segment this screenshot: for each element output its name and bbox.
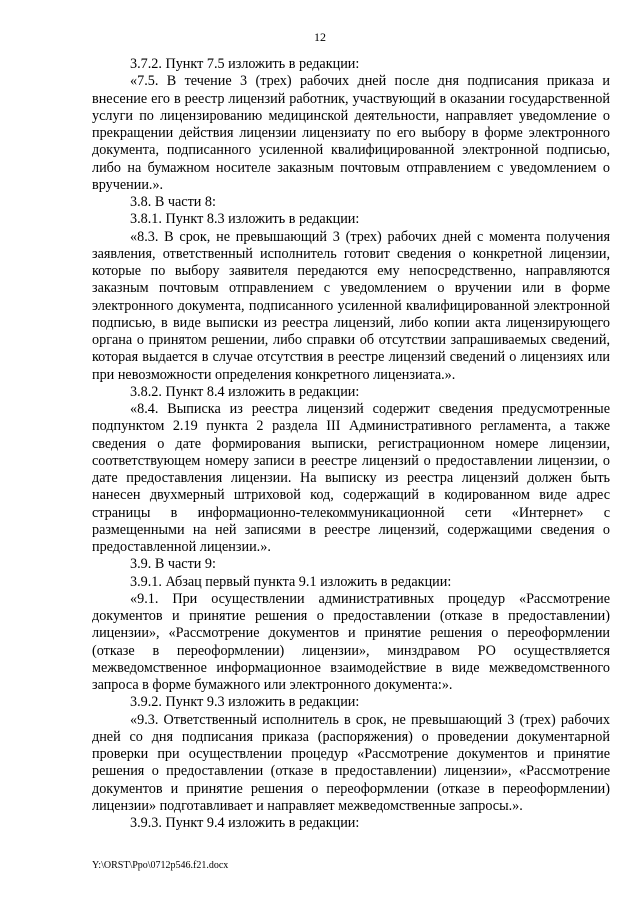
document-body xyxy=(92,56,610,832)
footer-file-path: Y:\ORST\Ppo\0712p546.f21.docx xyxy=(92,860,229,871)
paragraph-3-8: 3.8. В части 8: xyxy=(130,194,216,210)
paragraph-3-9-1: 3.9.1. Абзац первый пункта 9.1 изложить в редакции: xyxy=(130,573,452,590)
paragraph-3-9-2: 3.9.2. Пункт 9.3 изложить в редакции: xyxy=(130,694,360,711)
paragraph-3-9-3: 3.9.3. Пункт 9.4 изложить в редакции: xyxy=(130,815,360,831)
paragraph-8-3: «8.3. В срок, не превышающий 3 (трех) рабочих дней с момента получения заявления, ответственный исполнитель готовит сведения о конкретной лицензии, которые по выбору заявителя передаются ему непосредственно, направляются заказным почтовым отправлением с уведомлением о вручении или в форме электронного документа, подписанного усиленной квалифицированной электронной подписью, в виде выписки из реестра лицензий, либо копии акта лицензирующего органа о принятом решении, либо справки об отсутствии запрашиваемых сведений, которая выдается в случае отсутствия в реестре лицензий сведений о лицензиях или при невозможности определения конкретного лицензиата.». xyxy=(92,228,610,383)
paragraph-9-3: «9.3. Ответственный исполнитель в срок, не превышающий 3 (трех) рабочих дней со дня подписания приказа (распоряжения) о проведении документарной проверки при осуществлении процедур «Рассмотрение документов и принятие решения о предоставлении (отказе в предоставлении) лицензии», «Рассмотрение документов и принятие решения о переоформлении (отказе в переоформлении) лицензии» подготавливает и направляет межведомственные запросы.». xyxy=(92,711,610,814)
paragraph-3-9: 3.9. В части 9: xyxy=(130,556,216,573)
paragraph-9-1: «9.1. При осуществлении административных процедур «Рассмотрение документов и принятие решения о предоставлении (отказе в предоставлении) лицензии», «Рассмотрение документов и принятие решения о переоформлении (отказе в переоформлении) лицензии», минздравом РО осуществляется межведомственное информационное взаимодействие в виде межведомственного запроса в форме бумажного или электронного документа:». xyxy=(92,590,610,693)
paragraph-8-4: «8.4. Выписка из реестра лицензий содержит сведения предусмотренные подпунктом 2.19 пункта 2 раздела III Административного регламента, а также сведения о дате формирования выписки, регистрационном номере лицензии, соответствующем номеру записи в реестре лицензий о предоставлении лицензии, о дате предоставления лицензии. На выписку из реестра лицензий должен быть нанесен двухмерный штриховой код, содержащий в кодированном виде адрес страницы в информационно-телекоммуникационной сети «Интернет» с размещенными на ней записями в реестре лицензий, содержащими сведения о предоставленной лицензии.». xyxy=(92,401,610,555)
page-number: 12 xyxy=(314,30,326,44)
paragraph-3-8-1: 3.8.1. Пункт 8.3 изложить в редакции: xyxy=(130,211,360,228)
paragraph-3-8-2: 3.8.2. Пункт 8.4 изложить в редакции: xyxy=(130,383,360,400)
paragraph-3-7-2: 3.7.2. Пункт 7.5 изложить в редакции: xyxy=(130,56,360,72)
paragraph-7-5: «7.5. В течение 3 (трех) рабочих дней после дня подписания приказа и внесение его в реестр лицензий работник, участвующий в оказании государственной услуги по лицензированию медицинской деятельности, направляет уведомление о прекращении действия лицензии лицензиату по его выбору в форме электронного документа, подписанного усиленной квалифицированной электронной подписью, либо на бумажном носителе заказным почтовым отправлением с уведомлением о вручении.». xyxy=(92,73,610,193)
